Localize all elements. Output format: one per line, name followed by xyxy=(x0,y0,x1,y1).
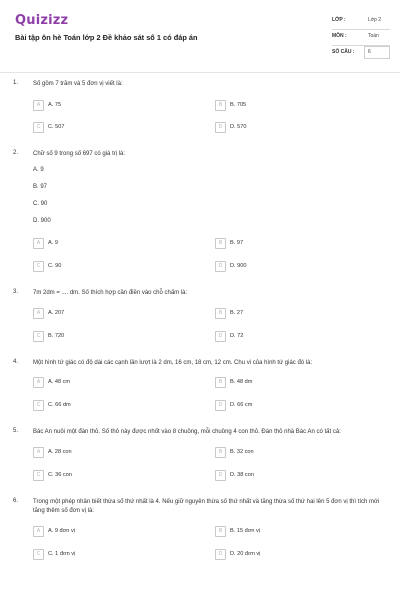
answer-label: D. 570 xyxy=(230,124,247,130)
answer-label: C. 1 đơn vị xyxy=(48,551,76,557)
answer-checkbox[interactable]: C xyxy=(33,261,44,272)
question-item xyxy=(0,80,400,130)
answer-label: B. 48 dm xyxy=(230,379,253,385)
question-inline-choice: B. 97 xyxy=(33,184,48,190)
answer-label: A. 28 con xyxy=(48,449,72,455)
answer-option-c[interactable] xyxy=(33,470,183,482)
answer-label: C. 36 con xyxy=(48,472,72,478)
answer-checkbox[interactable]: D xyxy=(215,549,226,560)
meta-label: LỚP : xyxy=(332,17,346,23)
answer-label: D. 72 xyxy=(230,333,244,339)
quizizz-logo: Quizizz xyxy=(15,13,69,28)
question-inline-choice: D. 900 xyxy=(33,218,51,224)
answer-checkbox[interactable]: D xyxy=(215,470,226,481)
answer-label: D. 900 xyxy=(230,263,247,269)
answer-checkbox[interactable]: B xyxy=(215,377,226,388)
answer-label: A. 75 xyxy=(48,102,62,108)
meta-row-grade xyxy=(332,14,390,30)
answer-option-a[interactable] xyxy=(33,447,183,459)
answer-label: B. 97 xyxy=(230,240,244,246)
answer-option-a[interactable] xyxy=(33,100,183,112)
answer-option-d[interactable] xyxy=(215,261,365,273)
answer-label: B. 27 xyxy=(230,310,244,316)
answer-checkbox[interactable]: B xyxy=(215,447,226,458)
answer-option-a[interactable] xyxy=(33,308,183,320)
meta-value: Lớp 2 xyxy=(368,17,382,23)
answer-label: B. 720 xyxy=(48,333,65,339)
meta-row-subject xyxy=(332,30,390,46)
answer-checkbox[interactable]: C xyxy=(33,400,44,411)
question-number: 2. xyxy=(13,150,19,156)
answer-label: A. 48 cm xyxy=(48,379,71,385)
answer-option-c[interactable] xyxy=(33,261,183,273)
answer-checkbox[interactable]: A xyxy=(33,526,44,537)
answer-label: B. 705 xyxy=(230,102,247,108)
answer-checkbox[interactable]: C xyxy=(33,549,44,560)
question-inline-choice: A. 9 xyxy=(33,167,44,173)
answer-option-a[interactable] xyxy=(33,238,183,250)
answer-checkbox[interactable]: D xyxy=(215,122,226,133)
answer-option-d[interactable] xyxy=(215,400,365,412)
answer-option-b[interactable] xyxy=(215,308,365,320)
answer-option-c[interactable] xyxy=(33,400,183,412)
answer-checkbox[interactable]: A xyxy=(33,238,44,249)
answer-option-d[interactable] xyxy=(215,331,365,343)
answer-checkbox[interactable]: D xyxy=(215,261,226,272)
question-number: 1. xyxy=(13,80,19,86)
answer-option-c[interactable] xyxy=(33,549,183,561)
question-item xyxy=(0,289,400,339)
answer-option-b[interactable] xyxy=(215,526,365,538)
answer-label: C. 507 xyxy=(48,124,65,130)
answer-checkbox[interactable]: C xyxy=(33,331,44,342)
answer-checkbox[interactable]: A xyxy=(33,377,44,388)
answer-option-d[interactable] xyxy=(215,470,365,482)
answer-checkbox[interactable]: B xyxy=(215,308,226,319)
answer-label: C. 90 xyxy=(48,263,62,269)
answer-option-b[interactable] xyxy=(215,100,365,112)
answer-checkbox[interactable]: C xyxy=(33,470,44,481)
question-text: Chữ số 9 trong số 697 có giá trị là: xyxy=(33,151,126,157)
answer-label: D. 20 đơn vị xyxy=(230,551,261,557)
question-number: 6. xyxy=(13,498,19,504)
answer-label: D. 66 cm xyxy=(230,402,253,408)
answer-option-d[interactable] xyxy=(215,549,365,561)
answer-checkbox[interactable]: A xyxy=(33,308,44,319)
answer-label: A. 9 đơn vị xyxy=(48,528,75,534)
answer-label: A. 207 xyxy=(48,310,65,316)
question-number: 3. xyxy=(13,289,19,295)
question-number: 4. xyxy=(13,359,19,365)
question-inline-choice: C. 90 xyxy=(33,201,48,207)
answer-label: D. 38 con xyxy=(230,472,254,478)
worksheet-meta xyxy=(332,14,390,62)
question-text: Bác An nuôi một đàn thỏ. Số thỏ này được nhốt vào 8 chuồng, mỗi chuồng 4 con thỏ. Đàn thỏ nhà Bác An có tất cả: xyxy=(33,429,341,435)
question-text: 7m 2dm = .... dm. Số thích hợp cần điền vào chỗ chấm là: xyxy=(33,290,188,296)
worksheet-header xyxy=(0,0,400,72)
meta-value: Toán xyxy=(368,33,379,39)
answer-option-c[interactable] xyxy=(33,331,183,343)
answer-option-b[interactable] xyxy=(215,377,365,389)
answer-checkbox[interactable]: C xyxy=(33,122,44,133)
answer-checkbox[interactable]: B xyxy=(215,100,226,111)
question-item xyxy=(0,150,400,269)
question-text: Trong một phép nhân biết thừa số thứ nhất là 4. Nếu giữ nguyên thừa số thứ nhất và tăng thừa số thứ hai lên 5 đơn vị thì tích mới tăng thêm số đơn vị là: xyxy=(33,499,380,514)
answer-checkbox[interactable]: D xyxy=(215,400,226,411)
question-item xyxy=(0,359,400,408)
answer-label: A. 9 xyxy=(48,240,58,246)
meta-row-count xyxy=(332,46,390,62)
meta-label: SỐ CÂU : xyxy=(332,49,355,55)
answer-checkbox[interactable]: D xyxy=(215,331,226,342)
question-text: Một hình tứ giác có độ dài các cạnh lần lượt là 2 dm, 16 cm, 18 cm, 12 cm. Chu vi của hình tứ giác đó là: xyxy=(33,360,313,366)
answer-option-b[interactable] xyxy=(215,238,365,250)
answer-option-c[interactable] xyxy=(33,122,183,134)
answer-checkbox[interactable]: A xyxy=(33,447,44,458)
answer-checkbox[interactable]: B xyxy=(215,238,226,249)
answer-option-d[interactable] xyxy=(215,122,365,134)
meta-value: 6 xyxy=(368,49,371,55)
worksheet-title: Bài tập ôn hè Toán lớp 2 Đề khảo sát số 1 có đáp án xyxy=(15,33,198,42)
question-text: Số gồm 7 trăm và 5 đơn vị viết là: xyxy=(33,81,123,87)
answer-checkbox[interactable]: A xyxy=(33,100,44,111)
question-number: 5. xyxy=(13,428,19,434)
question-item xyxy=(0,428,400,478)
answer-option-b[interactable] xyxy=(215,447,365,459)
meta-label: MÔN : xyxy=(332,33,347,39)
answer-checkbox[interactable]: B xyxy=(215,526,226,537)
answer-label: C. 66 dm xyxy=(48,402,71,408)
answer-label: B. 32 con xyxy=(230,449,254,455)
answer-label: B. 15 đơn vị xyxy=(230,528,261,534)
answer-option-a[interactable] xyxy=(33,377,183,389)
question-item xyxy=(0,498,400,557)
header-divider xyxy=(0,72,400,73)
answer-option-a[interactable] xyxy=(33,526,183,538)
